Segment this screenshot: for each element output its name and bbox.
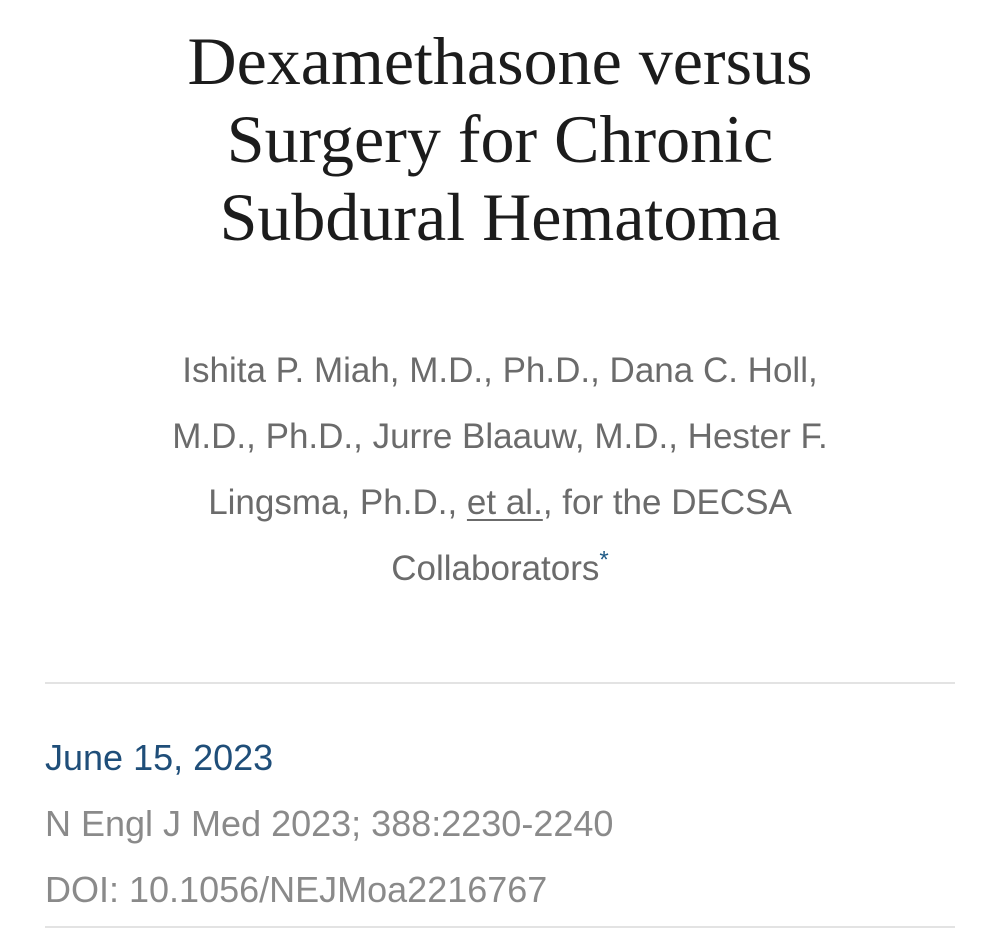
doi: DOI: 10.1056/NEJMoa2216767: [45, 869, 548, 910]
collaborators-footnote-link[interactable]: *: [599, 546, 609, 574]
journal-citation: N Engl J Med 2023; 388:2230-2240: [45, 803, 614, 844]
publication-date: June 15, 2023: [45, 737, 274, 778]
divider: [45, 682, 955, 684]
authors-line: Ishita P. Miah, M.D., Ph.D., Dana C. Holl,: [182, 351, 818, 390]
title-line: Dexamethasone versus: [187, 23, 813, 99]
author-list: [95, 338, 905, 602]
authors-line: Collaborators: [391, 549, 600, 588]
title-line: Surgery for Chronic: [226, 101, 774, 177]
divider: [45, 926, 955, 928]
authors-line: M.D., Ph.D., Jurre Blaauw, M.D., Hester F.: [172, 417, 828, 456]
title-line: Subdural Hematoma: [219, 179, 781, 255]
authors-line: , for the DECSA: [542, 483, 792, 522]
et-al-link[interactable]: et al.: [466, 483, 543, 522]
article-title: [100, 22, 900, 256]
authors-line: Lingsma, Ph.D.,: [208, 483, 467, 522]
